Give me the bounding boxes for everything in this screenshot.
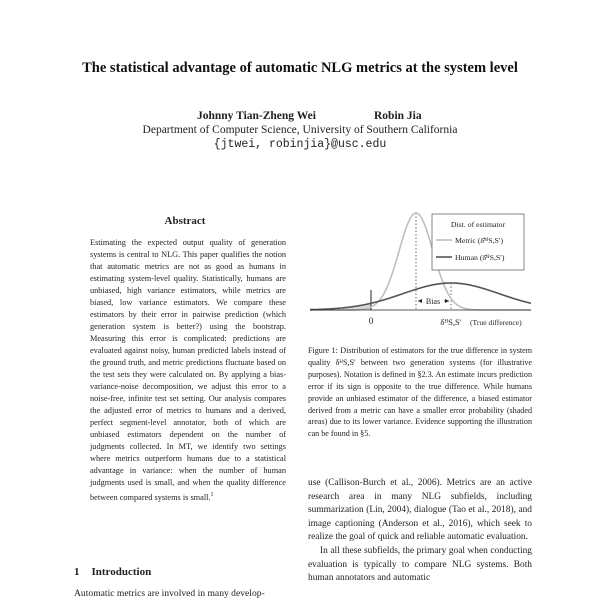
true-difference-symbol: δᴴS,S′ bbox=[440, 317, 462, 327]
section-title: Introduction bbox=[91, 566, 152, 578]
zero-label: 0 bbox=[368, 316, 374, 326]
legend-metric-label: Metric (δ̂ᴹS,S′) bbox=[455, 236, 504, 245]
section-heading-introduction bbox=[74, 566, 151, 578]
bias-label: Bias bbox=[425, 297, 441, 306]
bias-arrow-head-left bbox=[418, 299, 422, 303]
right-paragraph-1: use (Callison-Burch et al., 2006). Metrics are an active research area in many NLG subfields, including summarization (Lin, 2004), dialogue (Tao et al., 2018), and image captioning (Anderson et al., 2016), which seek to realize the goal of quick and reliable automatic evaluation. bbox=[308, 478, 532, 542]
paper-title: The statistical advantage of automatic NLG metrics at the system level bbox=[82, 60, 518, 76]
introduction-first-line: Automatic metrics are involved in many develop- bbox=[74, 588, 265, 599]
bias-arrow-head-right bbox=[445, 299, 449, 303]
author-email: {jtwei, robinjia}@usc.edu bbox=[213, 138, 387, 151]
legend-title: Dist. of estimator bbox=[450, 220, 506, 229]
true-difference-label: (True difference) bbox=[470, 318, 522, 327]
author-2: Robin Jia bbox=[374, 110, 422, 122]
abstract-body bbox=[90, 237, 286, 504]
legend-human-label: Human (δ̂ᴴS,S′) bbox=[455, 253, 505, 262]
affiliation: Department of Computer Science, University of Southern California bbox=[142, 124, 458, 136]
section-number: 1 bbox=[74, 566, 80, 578]
abstract-text: Estimating the expected output quality of generation systems is central to NLG. This paper qualifies the notion that automatic metrics are not as good as humans in estimating system-level quality. Statistically, humans are unbiased, high variance estimators, while metrics are biased, low variance estimators. We compare these estimators by their error in pairwise prediction (which generation system is better?) using the bootstrap. Measuring this error is complicated: predictions are evaluated against noisy, human predicted labels instead of the ground truth, and metric predictions fluctuate based on the test sets they were calculated on. By applying a bias-variance-noise decomposition, we adjust this error to a noise-free, infinite test set setting. Our analysis compares the adjusted error of metrics to humans and a derived, perfect segment-level annotator, both of which are unbiased estimators dependent on the number of judgments collected. In MT, we identify two settings where metrics outperform humans due to a statistical advantage in variance: when the number of human judgments used is small, and when the quality difference between compared systems is small. bbox=[90, 238, 286, 502]
author-1: Johnny Tian-Zheng Wei bbox=[197, 110, 316, 122]
footnote-mark: 1 bbox=[210, 492, 214, 498]
abstract-heading: Abstract bbox=[164, 215, 206, 227]
figure-1-plot bbox=[308, 205, 533, 335]
right-paragraph-2: In all these subfields, the primary goal when conducting evaluation is typically to compare NLG systems. Both human annotators and automatic bbox=[308, 546, 532, 583]
human-distribution-curve bbox=[310, 283, 531, 310]
figure-caption: Figure 1: Distribution of estimators for the true difference in system quality δᴴS,S′ between two generation systems (for illustrative purposes). Notation is defined in §2.3. An estimate incurs prediction error if its sign is opposite to the true difference. While humans provide an unbiased estimator of the difference, a biased estimator derived from a metric can have a smaller error probability (shaded areas) due to its lower variance. Evidence supporting the illustration can be found in §5. bbox=[308, 346, 532, 439]
